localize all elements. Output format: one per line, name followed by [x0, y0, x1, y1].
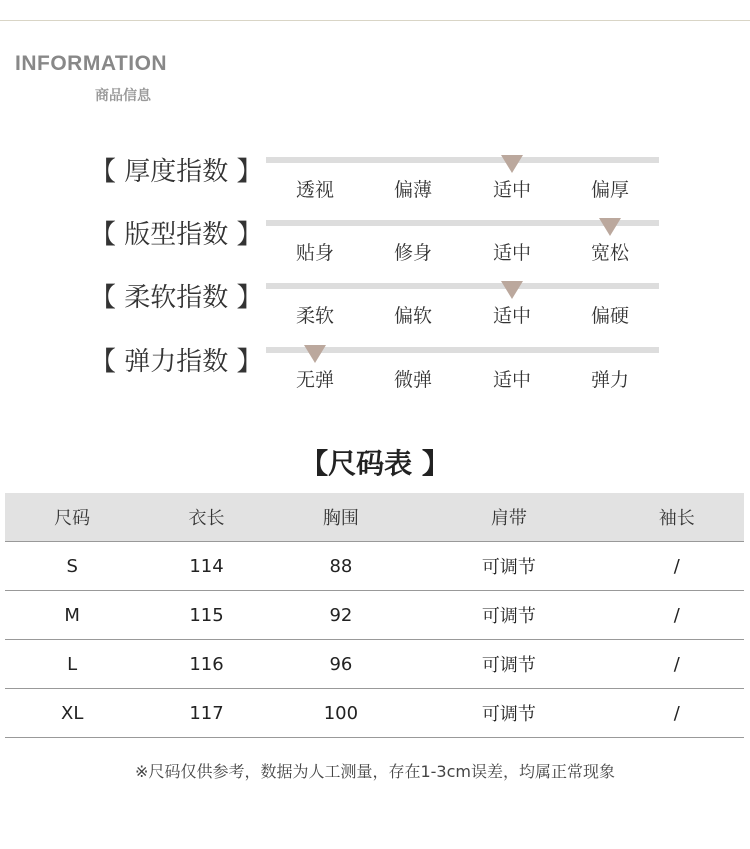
table-row	[5, 591, 744, 640]
table-cell: /	[610, 640, 744, 689]
index-scale-bar	[266, 283, 659, 289]
index-marker-icon	[501, 281, 523, 299]
index-option: 无弹	[295, 369, 334, 391]
index-option: 修身	[393, 242, 432, 264]
info-title: INFORMATION	[15, 52, 168, 75]
index-label: 【 柔软指数 】	[90, 283, 263, 313]
index-label: 【 版型指数 】	[90, 220, 263, 250]
table-cell: 可调节	[408, 591, 610, 640]
table-cell: S	[5, 542, 139, 591]
index-option: 微弹	[393, 369, 432, 391]
column-header: 袖长	[610, 493, 744, 542]
table-cell: 115	[139, 591, 273, 640]
table-cell: L	[5, 640, 139, 689]
column-header: 衣长	[139, 493, 273, 542]
table-cell: M	[5, 591, 139, 640]
table-cell: 可调节	[408, 689, 610, 738]
index-option: 弹力	[590, 369, 629, 391]
index-label: 【 厚度指数 】	[90, 157, 263, 187]
table-cell: 88	[274, 542, 408, 591]
index-option: 柔软	[295, 305, 334, 327]
table-row	[5, 542, 744, 591]
size-note: ※尺码仅供参考，数据为人工测量，存在1-3cm误差，均属正常现象	[135, 762, 615, 781]
index-label: 【 弹力指数 】	[90, 347, 263, 377]
table-cell: 可调节	[408, 542, 610, 591]
table-cell: 92	[274, 591, 408, 640]
index-marker-icon	[599, 218, 621, 236]
table-cell: 100	[274, 689, 408, 738]
index-row	[0, 220, 750, 280]
index-marker-icon	[304, 345, 326, 363]
size-table-header	[5, 493, 744, 542]
index-option: 透视	[295, 179, 334, 201]
table-cell: /	[610, 689, 744, 738]
column-header: 肩带	[408, 493, 610, 542]
column-header: 胸围	[274, 493, 408, 542]
index-option: 宽松	[590, 242, 629, 264]
index-option: 偏软	[393, 305, 432, 327]
index-option: 偏薄	[393, 179, 432, 201]
table-row	[5, 689, 744, 738]
index-row	[0, 347, 750, 407]
size-table	[5, 493, 744, 738]
table-row	[5, 640, 744, 689]
table-cell: 117	[139, 689, 273, 738]
table-cell: 可调节	[408, 640, 610, 689]
index-scale-bar	[266, 157, 659, 163]
index-option: 适中	[492, 242, 531, 264]
top-divider	[0, 20, 750, 21]
index-option: 适中	[492, 369, 531, 391]
column-header: 尺码	[5, 493, 139, 542]
index-row	[0, 157, 750, 217]
index-option: 适中	[492, 179, 531, 201]
table-cell: /	[610, 591, 744, 640]
index-option: 贴身	[295, 242, 334, 264]
index-option: 偏硬	[590, 305, 629, 327]
table-cell: XL	[5, 689, 139, 738]
index-row	[0, 283, 750, 343]
index-option: 适中	[492, 305, 531, 327]
table-cell: 96	[274, 640, 408, 689]
index-marker-icon	[501, 155, 523, 173]
size-chart-title: 【尺码表 】	[300, 447, 450, 480]
info-subtitle: 商品信息	[95, 88, 151, 104]
table-cell: 114	[139, 542, 273, 591]
index-option: 偏厚	[590, 179, 629, 201]
table-cell: 116	[139, 640, 273, 689]
table-cell: /	[610, 542, 744, 591]
